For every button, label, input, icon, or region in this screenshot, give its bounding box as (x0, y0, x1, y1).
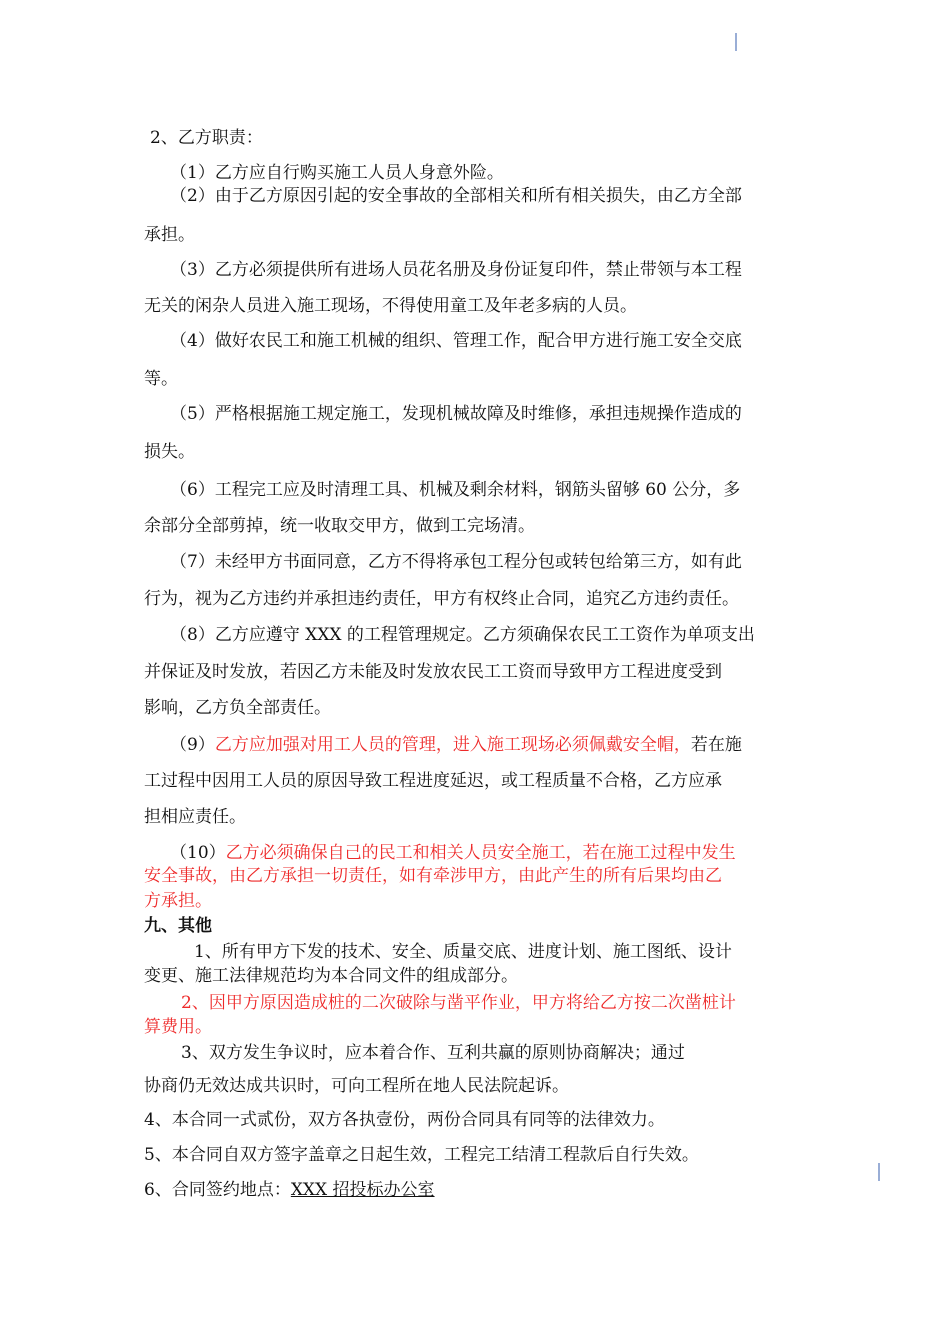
duty-7-line-1: （7）未经甲方书面同意，乙方不得将承包工程分包或转包给第三方，如有此 (170, 552, 742, 572)
duty-8-line-3: 影响，乙方负全部责任。 (144, 698, 331, 718)
duty-2-line-2: 承担。 (144, 225, 195, 245)
other-1-line-2: 变更、施工法律规范均为本合同文件的组成部分。 (144, 966, 518, 986)
duty-9-line-2: 工过程中因用工人员的原因导致工程进度延迟，或工程质量不合格，乙方应承 (144, 771, 722, 791)
other-3-line-2: 协商仍无效达成共识时，可向工程所在地人民法院起诉。 (144, 1076, 569, 1096)
duty-6-line-1: （6）工程完工应及时清理工具、机械及剩余材料，钢筋头留够 60 公分，多 (170, 480, 741, 500)
cursor-mark-top (735, 33, 737, 51)
duty-4-line-2: 等。 (144, 369, 178, 389)
duty-10-line-1 (170, 842, 835, 864)
duty-5-line-2: 损失。 (144, 442, 195, 462)
other-2-line-1: 2、因甲方原因造成桩的二次破除与凿平作业，甲方将给乙方按二次凿桩计 (181, 993, 736, 1013)
duty-3-line-1: （3）乙方必须提供所有进场人员花名册及身份证复印件，禁止带领与本工程 (170, 260, 742, 280)
other-6 (144, 1179, 809, 1201)
duty-9-rest: 若在施 (690, 735, 742, 755)
duty-7-line-2: 行为，视为乙方违约并承担违约责任，甲方有权终止合同，追究乙方违约责任。 (144, 589, 739, 609)
duty-9-highlight: 乙方应加强对用工人员的管理，进入施工现场必须佩戴安全帽， (214, 735, 691, 755)
other-2-line-2: 算费用。 (144, 1017, 212, 1037)
duties-heading: 2、乙方职责： (150, 128, 263, 148)
duty-2-line-1: （2）由于乙方原因引起的安全事故的全部相关和所有相关损失，由乙方全部 (170, 186, 742, 206)
cursor-mark-bottom (878, 1163, 880, 1181)
duty-10-number: （10） (170, 843, 226, 863)
duty-10-line-2: 安全事故，由乙方承担一切责任，如有牵涉甲方，由此产生的所有后果均由乙 (144, 866, 722, 886)
duty-10-highlight: 乙方必须确保自己的民工和相关人员安全施工，若在施工过程中发生 (225, 843, 736, 863)
duty-8-line-2: 并保证及时发放，若因乙方未能及时发放农民工工资而导致甲方工程进度受到 (144, 662, 722, 682)
duty-10-line-3: 方承担。 (144, 891, 212, 911)
signing-place-value: XXX 招投标办公室 (290, 1180, 435, 1200)
signing-place-label: 6、合同签约地点： (144, 1180, 291, 1200)
other-1-line-1: 1、所有甲方下发的技术、安全、质量交底、进度计划、施工图纸、设计 (194, 942, 732, 962)
other-3-line-1: 3、双方发生争议时，应本着合作、互利共赢的原则协商解决；通过 (181, 1043, 685, 1063)
duty-4-line-1: （4）做好农民工和施工机械的组织、管理工作，配合甲方进行施工安全交底 (170, 331, 742, 351)
other-4: 4、本合同一式贰份，双方各执壹份，两份合同具有同等的法律效力。 (144, 1110, 665, 1130)
duty-9-line-1 (170, 734, 835, 756)
other-5: 5、本合同自双方签字盖章之日起生效，工程完工结清工程款后自行失效。 (144, 1145, 699, 1165)
duty-9-line-3: 担相应责任。 (144, 807, 246, 827)
duty-1: （1）乙方应自行购买施工人员人身意外险。 (170, 163, 504, 183)
section-9-heading: 九、其他 (144, 916, 212, 936)
duty-8-line-1: （8）乙方应遵守 XXX 的工程管理规定。乙方须确保农民工工资作为单项支出 (170, 625, 755, 645)
duty-9-number: （9） (170, 735, 215, 755)
duty-3-line-2: 无关的闲杂人员进入施工现场，不得使用童工及年老多病的人员。 (144, 296, 637, 316)
duty-5-line-1: （5）严格根据施工规定施工，发现机械故障及时维修，承担违规操作造成的 (170, 404, 742, 424)
duty-6-line-2: 余部分全部剪掉，统一收取交甲方，做到工完场清。 (144, 516, 535, 536)
